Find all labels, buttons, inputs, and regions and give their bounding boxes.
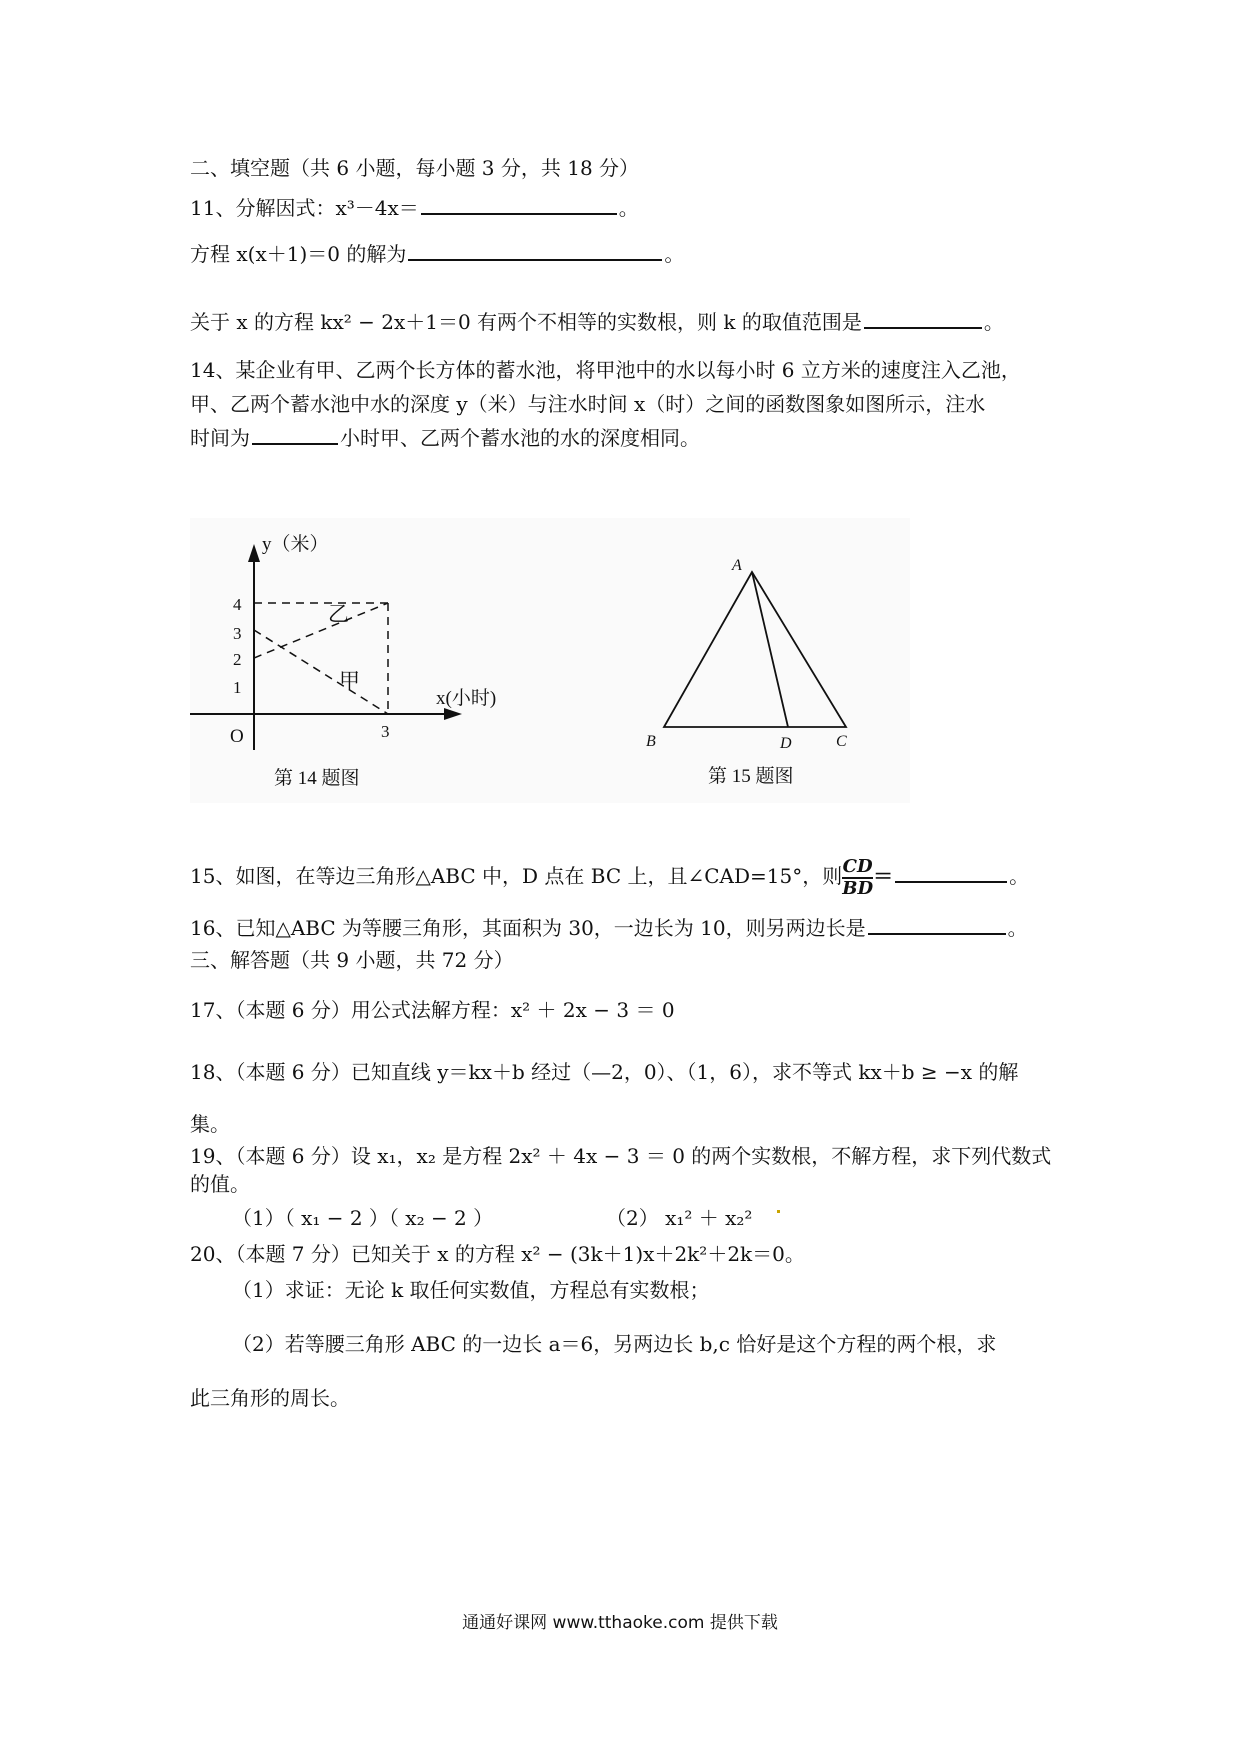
- q18-line-2: 集。: [190, 1112, 230, 1136]
- fig14-y-arrow: [248, 544, 260, 562]
- q14-line-3: [190, 424, 700, 452]
- fig15-segment-ad: [752, 572, 788, 727]
- fig14-tick-4: 4: [233, 595, 242, 614]
- q13-text: 关于 x 的方程 kx² − 2x＋1＝0 有两个不相等的实数根，则 k 的取值范围是: [190, 310, 862, 334]
- q19-line-1: 19、（本题 6 分）设 x₁，x₂ 是方程 2x² ＋ 4x − 3 ＝ 0 的两个实数根，不解方程，求下列代数式: [190, 1144, 1052, 1168]
- q20-part-1: （1）求证：无论 k 取任何实数值，方程总有实数根；: [232, 1278, 710, 1302]
- q17-text: 17、（本题 6 分）用公式法解方程：: [190, 998, 511, 1022]
- q13-answer-blank: [864, 309, 982, 329]
- q13-end: 。: [983, 310, 1004, 334]
- fig14-tick-2: 2: [233, 650, 242, 669]
- fig14-origin: O: [230, 726, 244, 747]
- q15-answer-blank: [895, 863, 1007, 883]
- fig14-line-jia: [254, 630, 388, 714]
- fig14-tick-3: 3: [233, 624, 242, 643]
- q12-text: 方程 x(x＋1)＝0 的解为: [190, 242, 407, 266]
- fig14-x-label: x(小时): [436, 688, 497, 709]
- q14-line-2: 甲、乙两个蓄水池中水的深度 y（米）与注水时间 x（时）之间的函数图象如图所示，注水: [190, 392, 986, 416]
- fig14-x-arrow: [444, 708, 462, 720]
- figure-14: [190, 533, 496, 789]
- q12-answer-blank: [408, 241, 662, 261]
- fig15-label-a: A: [732, 557, 742, 574]
- question-16: [190, 914, 1028, 942]
- fig15-caption: 第 15 题图: [708, 766, 794, 787]
- fig14-tick-x3: 3: [381, 722, 390, 741]
- q11-answer-blank: [421, 195, 617, 215]
- q14-text-a: 时间为: [190, 426, 250, 450]
- fig15-label-d: D: [780, 735, 792, 752]
- q11-end: 。: [618, 196, 639, 220]
- q19-part-1: （1）（ x₁ − 2 ）（ x₂ − 2 ）: [232, 1206, 494, 1230]
- q14-answer-blank: [252, 425, 338, 445]
- section-3-heading: 三、解答题（共 9 小题，共 72 分）: [190, 948, 514, 972]
- figure-15: [646, 557, 847, 787]
- fig14-y-label: y（米）: [262, 534, 329, 555]
- q15-denominator: BD: [842, 877, 874, 899]
- q20-line-1: 20、（本题 7 分）已知关于 x 的方程 x² − (3k＋1)x＋2k²＋2k＝0。: [190, 1242, 805, 1266]
- question-12: [190, 240, 684, 268]
- fig14-line-yi: [254, 603, 388, 658]
- question-13: [190, 308, 1004, 336]
- footer-credit: 通通好课网 www.tthaoke.com 提供下载: [462, 1613, 778, 1633]
- fig15-triangle-abc: [664, 572, 846, 727]
- q15-end: 。: [1009, 864, 1030, 888]
- question-17: [190, 996, 675, 1024]
- section-2-heading: 二、填空题（共 6 小题，每小题 3 分，共 18 分）: [190, 156, 640, 180]
- q19-line-2: 的值。: [190, 1172, 250, 1196]
- fig14-caption: 第 14 题图: [274, 768, 360, 789]
- q11-expression: x³－4x＝: [335, 196, 419, 220]
- figures-panel: [190, 518, 910, 803]
- q15-numerator: CD: [842, 855, 873, 877]
- q16-end: 。: [1007, 916, 1028, 940]
- fig14-label-yi: 乙: [328, 602, 349, 626]
- question-11: [190, 194, 639, 222]
- q14-line-1: 14、某企业有甲、乙两个长方体的蓄水池，将甲池中的水以每小时 6 立方米的速度注入乙池，: [190, 358, 1021, 382]
- q12-end: 。: [664, 242, 685, 266]
- figures-svg: [190, 518, 910, 803]
- fig14-label-jia: 甲: [339, 669, 360, 693]
- fig15-label-c: C: [836, 733, 847, 750]
- question-15: [190, 852, 1029, 900]
- stray-dot: [777, 1210, 780, 1213]
- q19-part-2: （2） x₁² ＋ x₂²: [606, 1206, 753, 1230]
- q15-fraction: [842, 857, 873, 899]
- q16-text: 16、已知△ABC 为等腰三角形，其面积为 30，一边长为 10，则另两边长是: [190, 916, 866, 940]
- q20-part-2-continued: 此三角形的周长。: [190, 1386, 350, 1410]
- q17-expression: x² ＋ 2x − 3 ＝ 0: [510, 998, 675, 1022]
- q20-part-2: （2）若等腰三角形 ABC 的一边长 a＝6，另两边长 b,c 恰好是这个方程的两个根，求: [232, 1332, 997, 1356]
- q15-text: 15、如图，在等边三角形△ABC 中，D 点在 BC 上，且∠CAD=15°，则: [190, 864, 843, 888]
- q18-line-1: 18、（本题 6 分）已知直线 y＝kx＋b 经过（—2，0）、（1，6），求不等式 kx＋b ≥ −x 的解: [190, 1060, 1019, 1084]
- fig15-label-b: B: [646, 733, 656, 750]
- q11-number: 11、: [190, 196, 236, 220]
- q15-equals: ＝: [873, 864, 894, 888]
- fig14-tick-1: 1: [233, 678, 242, 697]
- q11-text: 分解因式：: [235, 196, 336, 220]
- q16-answer-blank: [868, 915, 1006, 935]
- q14-text-b: 小时甲、乙两个蓄水池的水的深度相同。: [340, 426, 700, 450]
